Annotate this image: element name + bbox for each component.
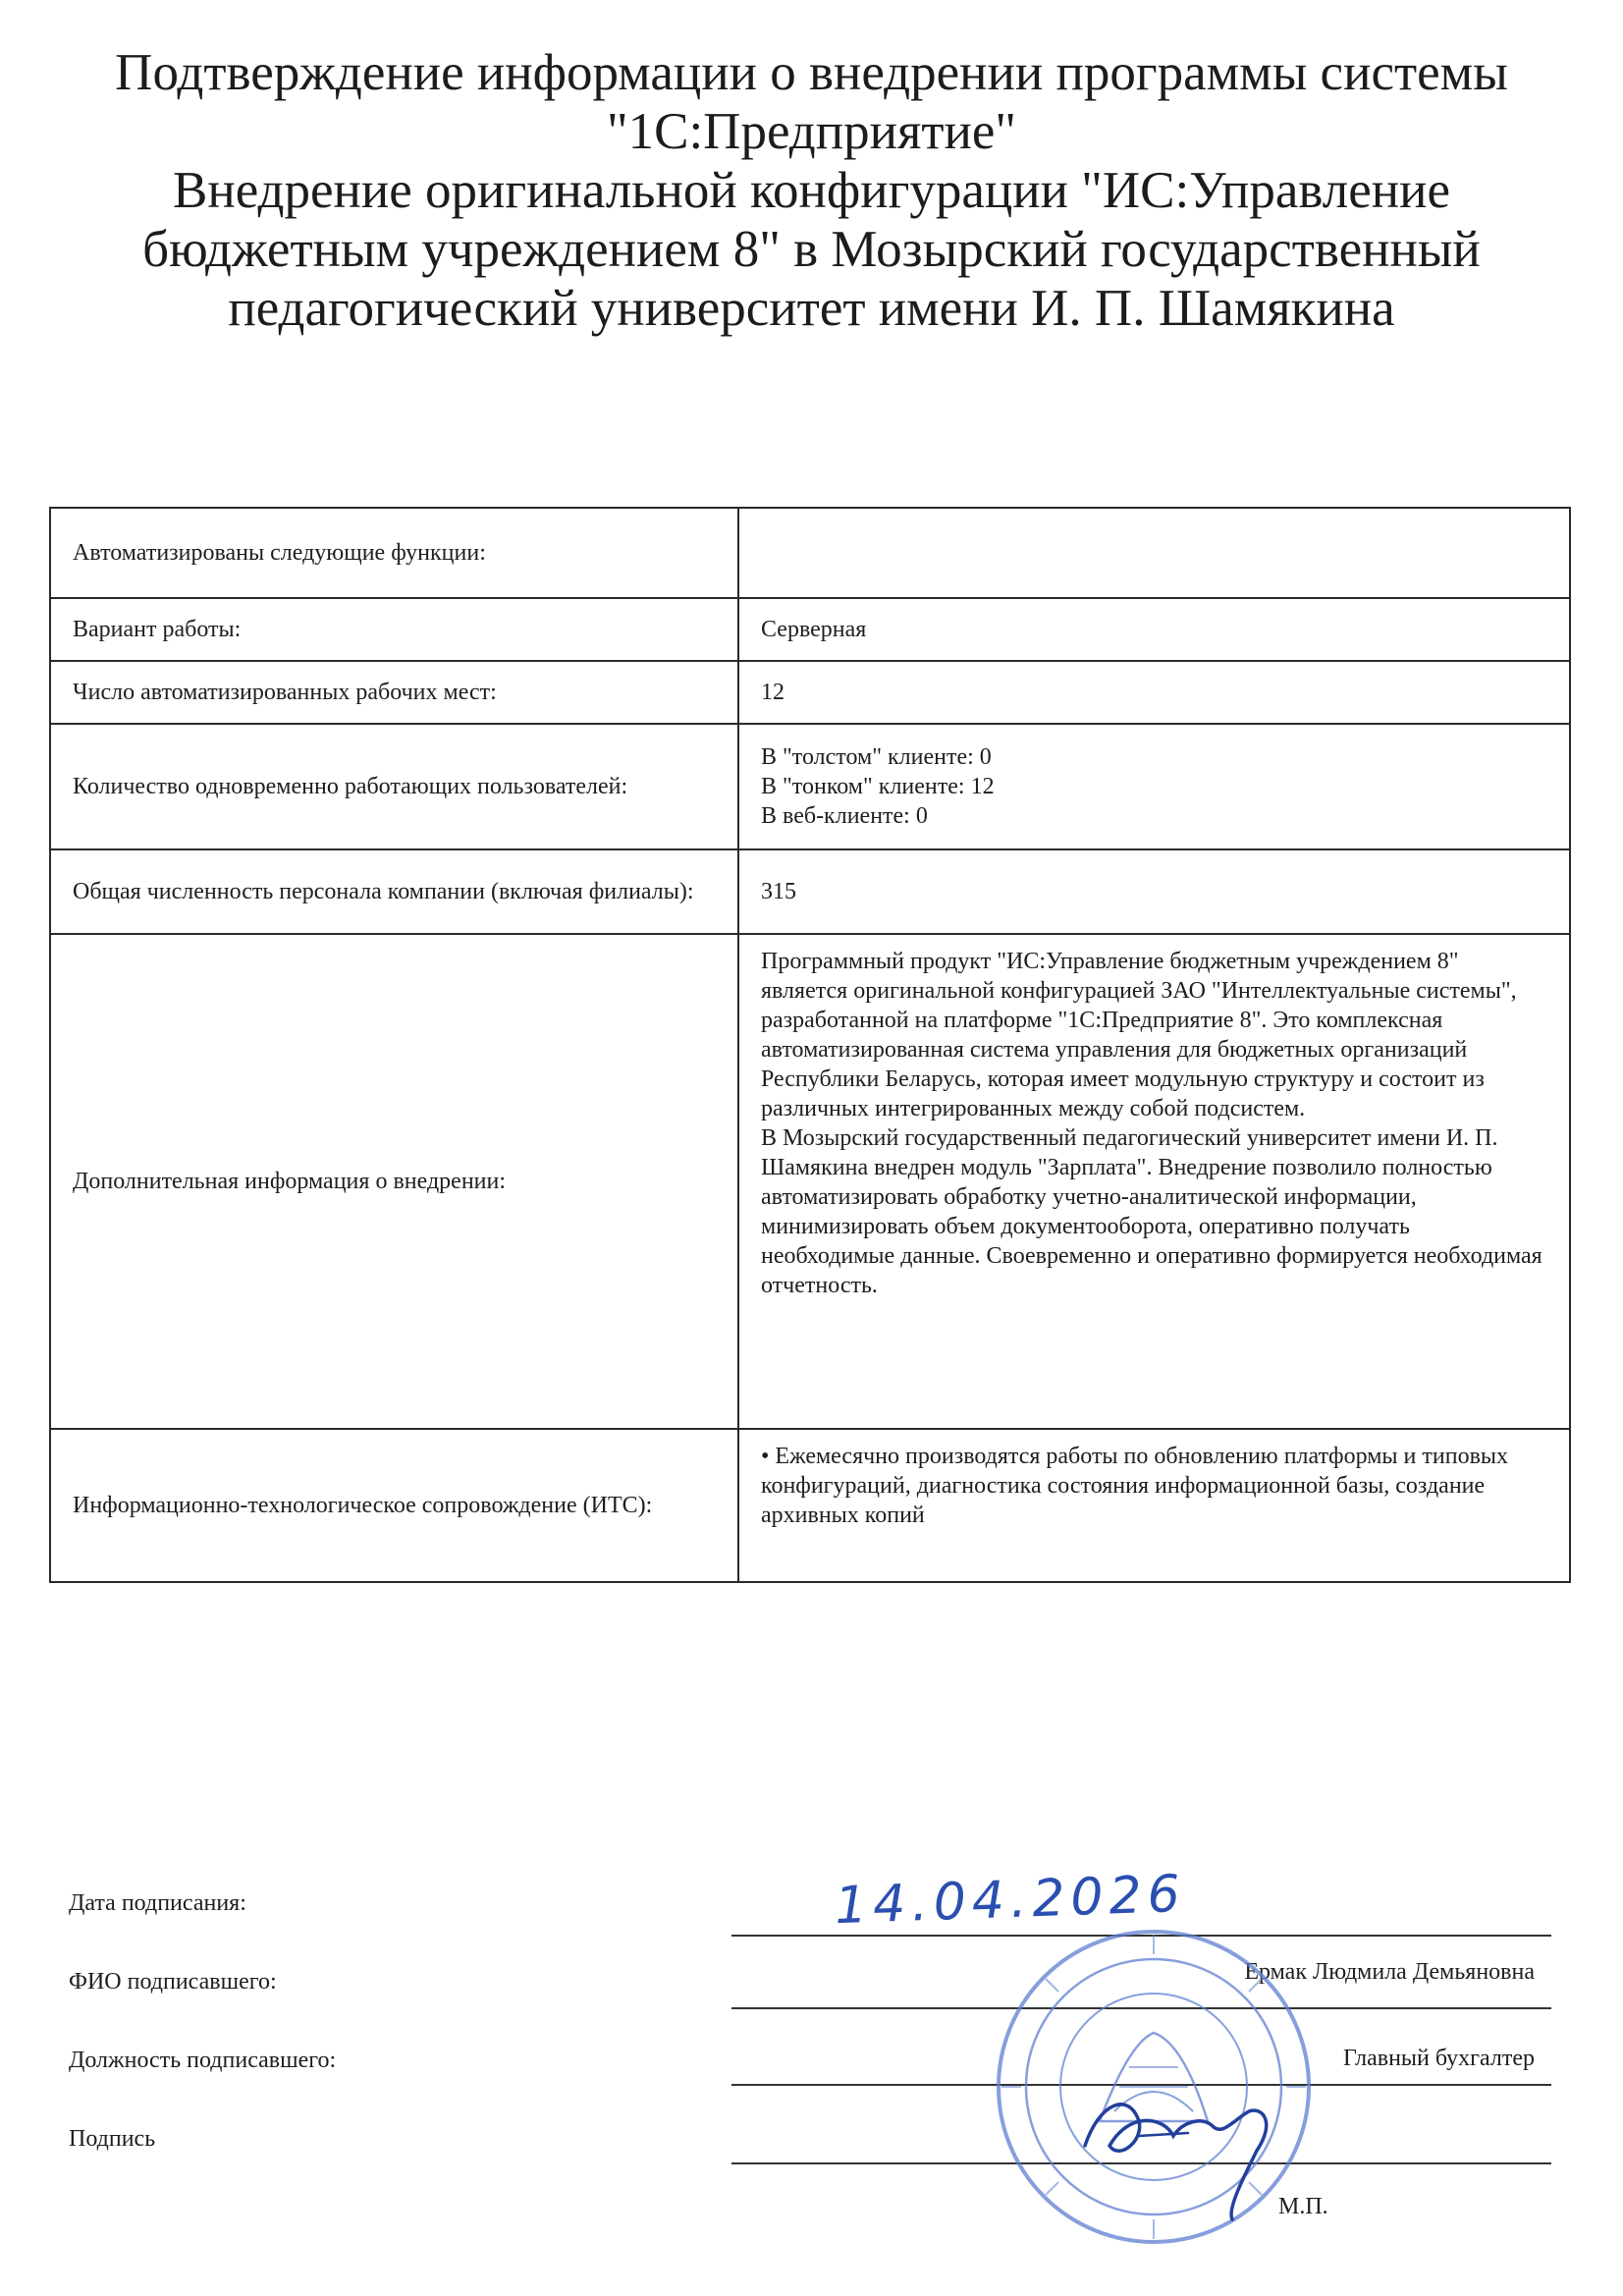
signing-date-handwritten: 14.04.2026 <box>834 1864 1187 1937</box>
row-label-workstations: Число автоматизированных рабочих мест: <box>50 661 738 724</box>
title-line-1: Подтверждение информации о внедрении программы системы <box>115 44 1508 101</box>
signer-position-label: Должность подписавшего: <box>69 2048 337 2073</box>
seal-stamp-icon <box>992 1925 1316 2249</box>
row-value-additional-info <box>738 934 1570 1429</box>
table-row <box>50 849 1570 934</box>
row-label-concurrent-users: Количество одновременно работающих пользователей: <box>50 724 738 849</box>
table-row <box>50 508 1570 598</box>
signature-label: Подпись <box>69 2126 156 2152</box>
row-value-functions <box>738 508 1570 598</box>
table-row <box>50 598 1570 661</box>
title-line-5: педагогический университет имени И. П. Шамякина <box>228 280 1395 337</box>
row-value-its: • Ежемесячно производятся работы по обновлению платформы и типовых конфигураций, диагностика состояния информационной базы, создание архивных копий <box>738 1429 1570 1582</box>
row-value-concurrent-users <box>738 724 1570 849</box>
row-label-staff-count: Общая численность персонала компании (включая филиалы): <box>50 849 738 934</box>
signing-date-label: Дата подписания: <box>69 1890 246 1916</box>
row-value-workstations: 12 <box>738 661 1570 724</box>
title-line-2: "1С:Предприятие" <box>606 103 1017 160</box>
web-client-count: В веб-клиенте: 0 <box>761 803 928 829</box>
title-line-3: Внедрение оригинальной конфигурации "ИС:Управление <box>173 162 1450 219</box>
table-row <box>50 661 1570 724</box>
implementation-info-table <box>49 507 1571 1583</box>
row-value-work-mode: Серверная <box>738 598 1570 661</box>
page-title <box>59 43 1564 338</box>
title-line-4: бюджетным учреждением 8" в Мозырский государственный <box>142 221 1481 278</box>
row-label-additional-info: Дополнительная информация о внедрении: <box>50 934 738 1429</box>
thin-client-count: В "тонком" клиенте: 12 <box>761 774 995 799</box>
signer-position-value: Главный бухгалтер <box>1343 2046 1535 2071</box>
row-label-functions: Автоматизированы следующие функции: <box>50 508 738 598</box>
row-value-staff-count: 315 <box>738 849 1570 934</box>
row-label-its: Информационно-технологическое сопровождение (ИТС): <box>50 1429 738 1582</box>
signer-name-value: Ермак Людмила Демьяновна <box>1244 1959 1535 1985</box>
table-row <box>50 724 1570 849</box>
row-label-work-mode: Вариант работы: <box>50 598 738 661</box>
seal-place-label: М.П. <box>1278 2194 1328 2219</box>
additional-info-paragraph-1: Программный продукт "ИС:Управление бюджетным учреждением 8" является оригинальной конфигурацией ЗАО "Интеллектуальные системы", разработанной на платформе "1С:Предприятие 8". Это комплексная автоматизированная система управления для бюджетных организаций Республики Беларусь, которая имеет модульную структуру и состоит из различных интегрированных между собой подсистем. <box>761 949 1517 1121</box>
table-row <box>50 1429 1570 1582</box>
signer-name-label: ФИО подписавшего: <box>69 1969 277 1995</box>
table-row <box>50 934 1570 1429</box>
thick-client-count: В "толстом" клиенте: 0 <box>761 744 992 770</box>
additional-info-paragraph-2: В Мозырский государственный педагогический университет имени И. П. Шамякина внедрен модуль "Зарплата". Внедрение позволило полностью автоматизировать обработку учетно-аналитической информации, минимизировать объем документооборота, оперативно получать необходимые данные. Своевременно и оперативно формируется необходимая отчетность. <box>761 1125 1542 1298</box>
